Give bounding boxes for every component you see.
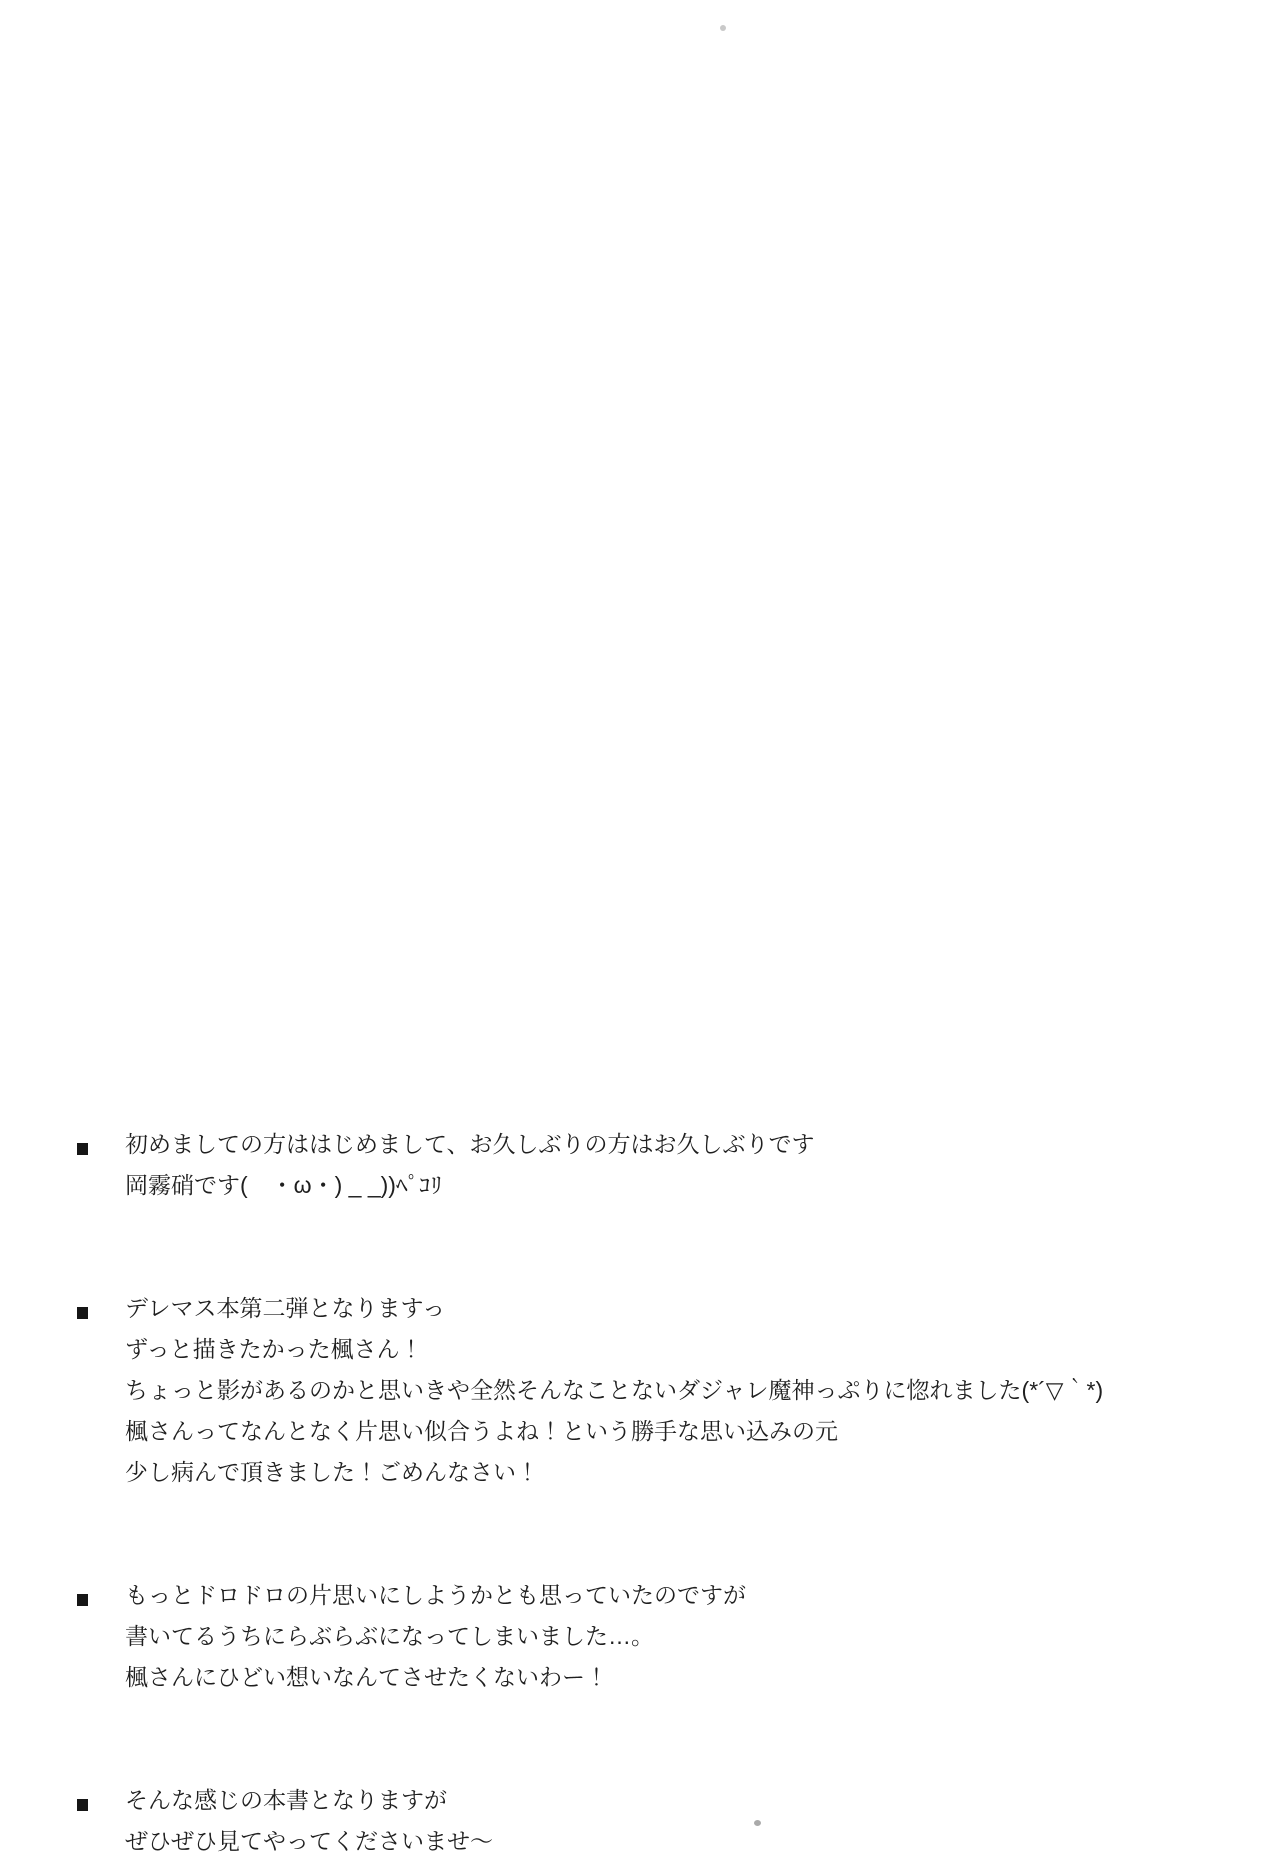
bullet-square-icon xyxy=(77,1594,88,1606)
text-line: ずっと描きたかった楓さん！ xyxy=(125,1336,423,1362)
text-line: もっとドロドロの片思いにしようかとも思っていたのですが xyxy=(125,1582,746,1608)
text-line: 書いてるうちにらぶらぶになってしまいました…。 xyxy=(125,1623,654,1649)
text-line: 少し病んで頂きました！ごめんなさい！ xyxy=(125,1459,539,1485)
text-line: 楓さんにひどい想いなんてさせたくないわー！ xyxy=(125,1664,608,1690)
text-line: そんな感じの本書となりますが xyxy=(125,1787,447,1813)
scan-artifact-dot xyxy=(720,25,726,31)
text-line: 楓さんってなんとなく片思い似合うよね！という勝手な思い込みの元 xyxy=(125,1418,838,1444)
paragraph-greeting xyxy=(0,1124,1280,1206)
paragraph-story-notes xyxy=(0,1575,1280,1698)
bullet-square-icon xyxy=(77,1307,88,1319)
text-line: ぜひぜひ見てやってくださいませ～ xyxy=(125,1828,493,1854)
bullet-square-icon xyxy=(77,1143,88,1155)
text-line: デレマス本第二弾となりますっ xyxy=(125,1295,446,1321)
paragraph-about-book xyxy=(0,1288,1280,1493)
bullet-square-icon xyxy=(77,1799,88,1811)
afterword-text-block xyxy=(0,1124,1280,1862)
text-line: ちょっと影があるのかと思いきや全然そんなことないダジャレ魔神っぷりに惚れました(*´▽｀*) xyxy=(125,1377,1104,1403)
scan-artifact-dot xyxy=(754,1820,761,1826)
text-line: 岡霧硝です( ・ω・) _ _))ﾍﾟｺﾘ xyxy=(125,1172,442,1198)
paragraph-closing xyxy=(0,1780,1280,1862)
text-line: 初めましての方ははじめまして、お久しぶりの方はお久しぶりです xyxy=(125,1131,815,1157)
